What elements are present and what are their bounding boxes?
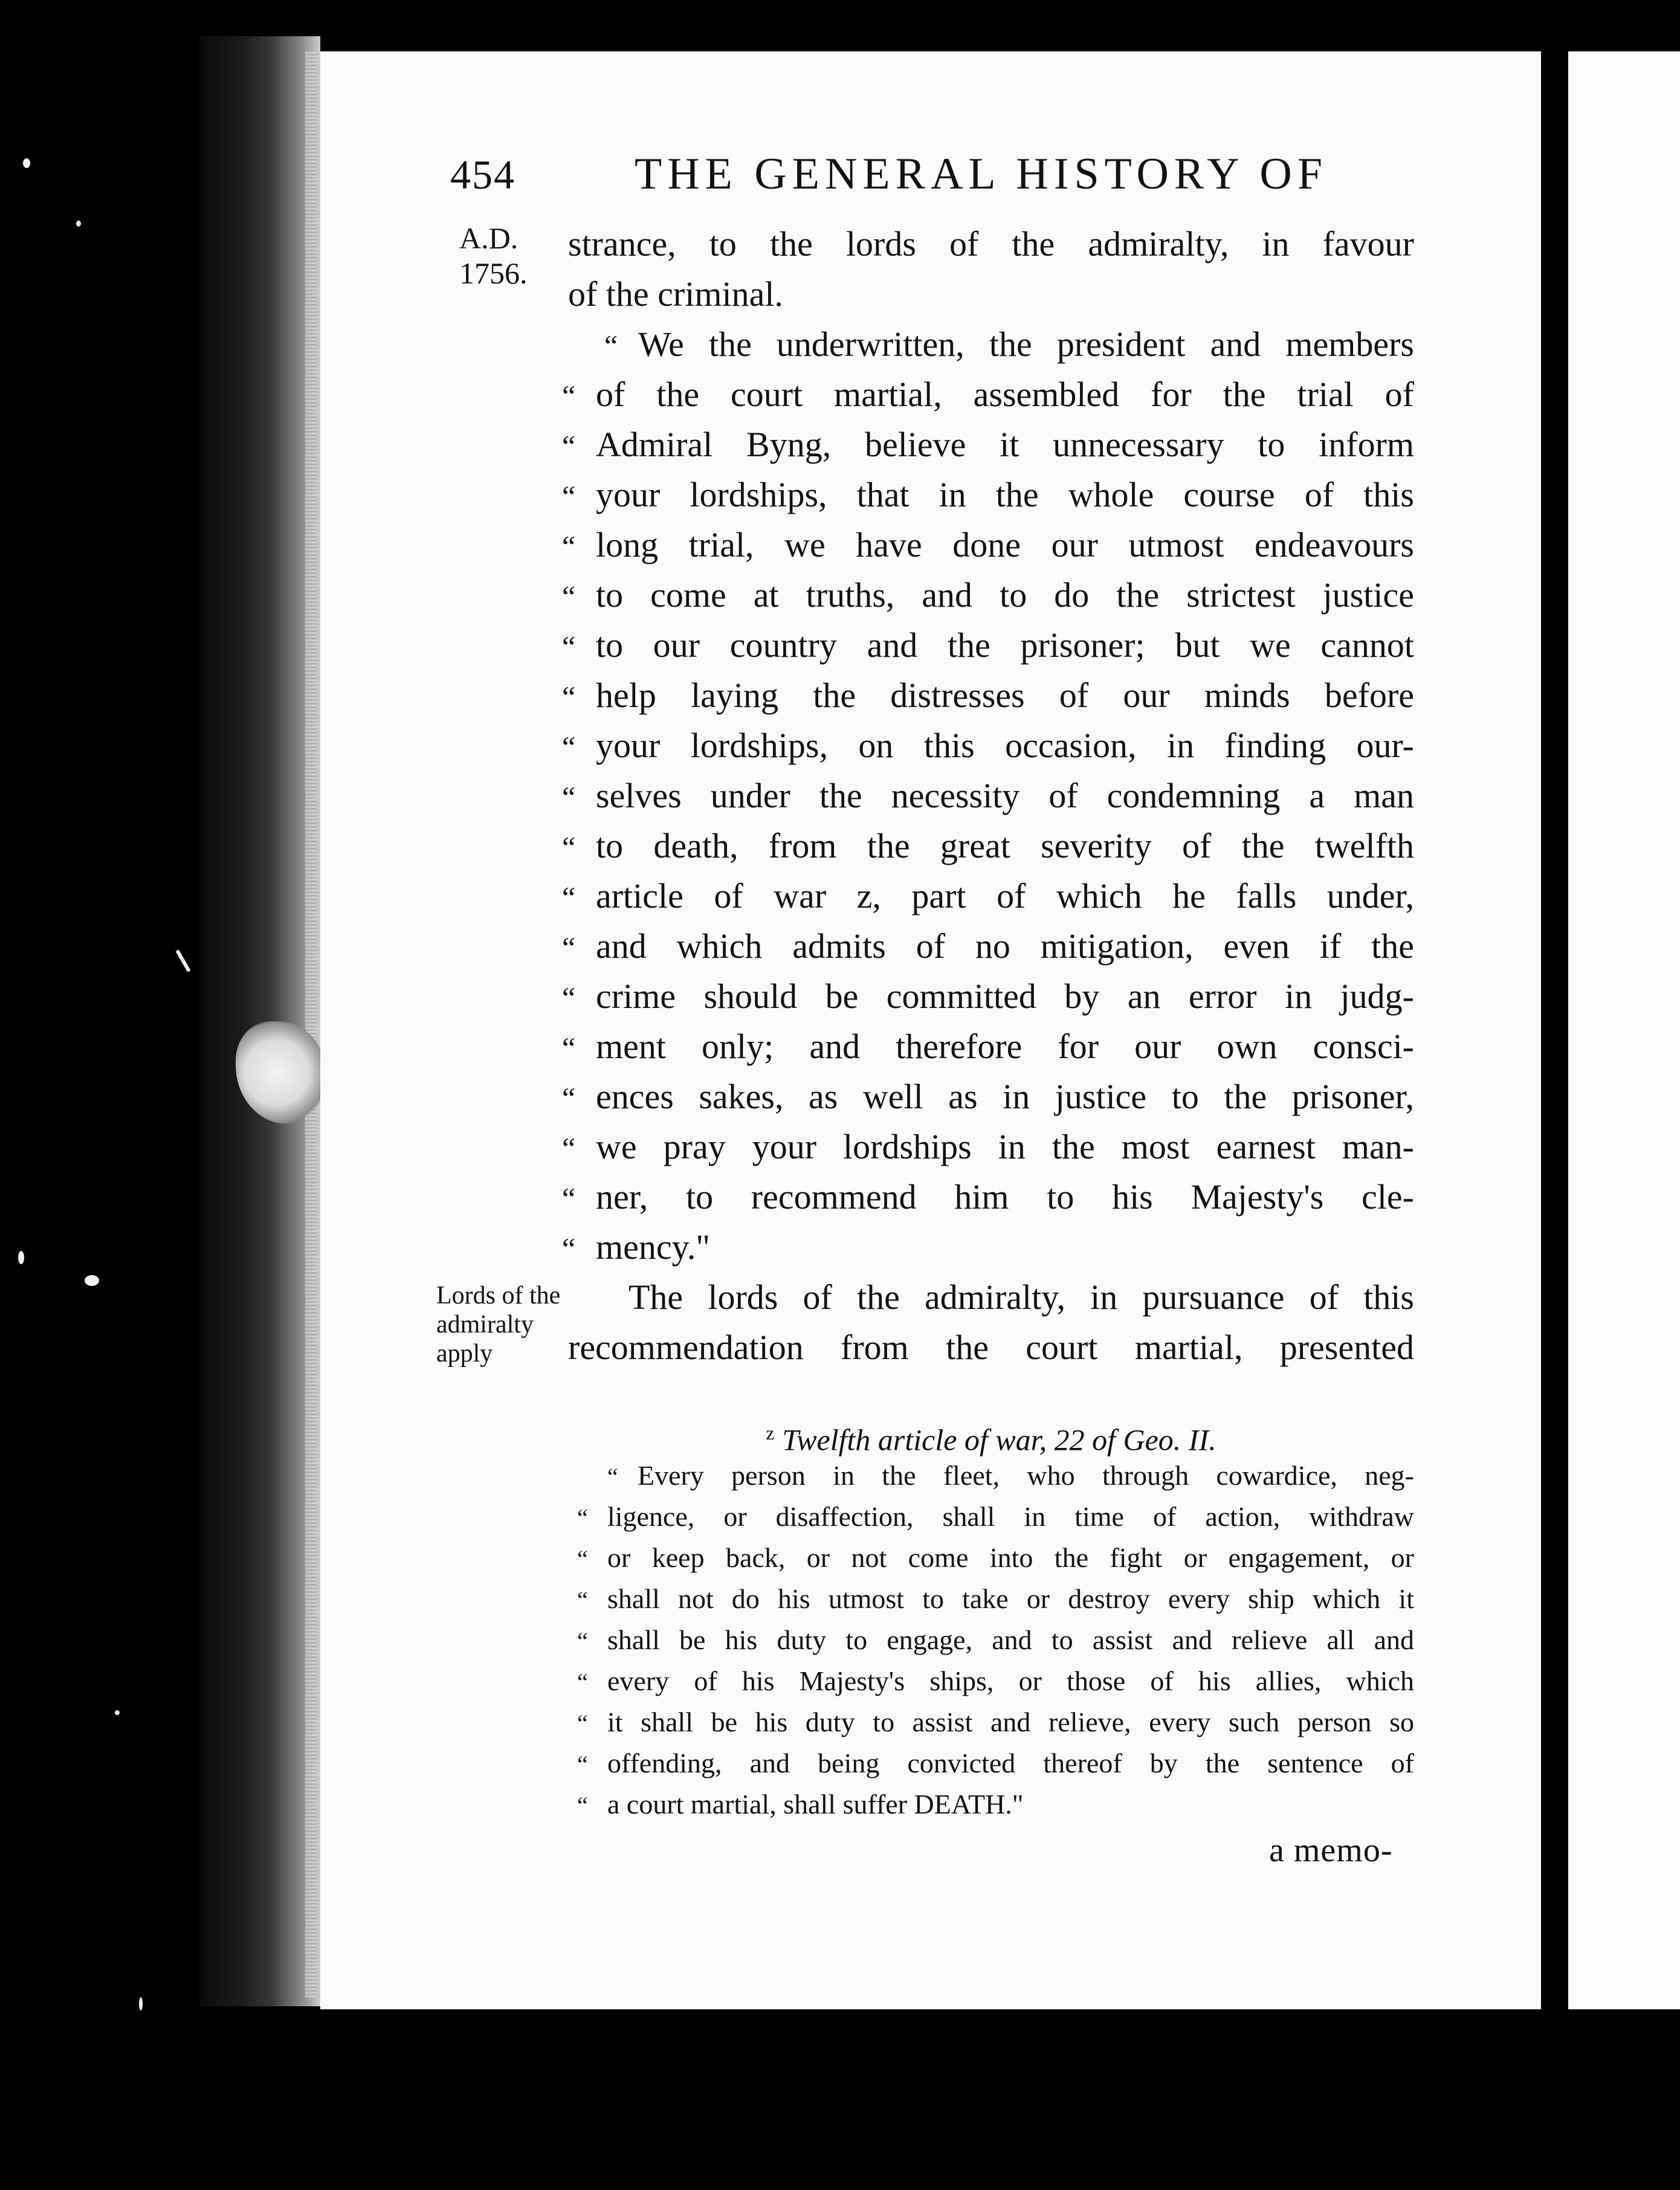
text-line-content: Admiral Byng, believe it unnecessary to inform: [596, 425, 1414, 464]
quote-mark: “: [562, 1232, 576, 1265]
text-line-content: mency.": [596, 1227, 711, 1267]
footnote: [577, 1455, 1414, 1825]
text-line: [562, 1172, 1414, 1222]
quote-mark: “: [577, 1710, 588, 1737]
text-line-content: ner, to recommend him to his Majesty's cle-: [596, 1177, 1414, 1216]
text-line-content: ences sakes, as well as in justice to the prisoner,: [596, 1077, 1414, 1116]
text-line: [562, 620, 1414, 670]
quote-mark: “: [607, 1463, 618, 1490]
catchword: a memo-: [1269, 1832, 1393, 1869]
speck: [18, 1251, 24, 1264]
text-line-content: article of war z, part of which he falls under,: [596, 876, 1414, 916]
text-line: strance, to the lords of the admiralty, in favour: [568, 224, 1414, 263]
footnote-line-content: or keep back, or not come into the fight or engagement, or: [607, 1542, 1414, 1573]
text-line: [562, 570, 1414, 620]
quote-mark: “: [577, 1627, 588, 1655]
quote-mark: “: [562, 931, 576, 964]
text-line: [562, 670, 1414, 720]
text-line: [562, 1222, 1414, 1272]
text-line-content: of the court martial, assembled for the trial of: [596, 375, 1414, 414]
speck: [23, 158, 30, 168]
speck: [85, 1275, 99, 1286]
speck: [175, 949, 190, 972]
text-line-content: selves under the necessity of condemning a man: [596, 776, 1414, 815]
footnote-line: [577, 1743, 1414, 1784]
footnote-line-content: a court martial, shall suffer DEATH.": [607, 1789, 1024, 1820]
quote-mark: “: [562, 780, 576, 814]
text-line: of the criminal.: [568, 274, 783, 314]
text-line: [562, 520, 1414, 570]
footnote-line: [577, 1702, 1414, 1743]
page-edges: [305, 51, 317, 1997]
text-line: [562, 1071, 1414, 1122]
footnote-line-content: Every person in the fleet, who through cowardice, neg-: [638, 1460, 1414, 1491]
footnote-line: [577, 1496, 1414, 1537]
footnote-line-content: shall be his duty to engage, and to assist and relieve all and: [607, 1624, 1414, 1655]
quote-mark: “: [562, 1031, 576, 1065]
quote-mark: “: [577, 1751, 588, 1778]
quote-mark: “: [562, 981, 576, 1015]
text-line: The lords of the admiralty, in pursuance of this: [628, 1278, 1414, 1317]
footnote-line: [577, 1537, 1414, 1578]
speck: [139, 1997, 143, 2011]
quote-mark: “: [562, 680, 576, 714]
text-line: recommendation from the court martial, presented: [568, 1328, 1414, 1367]
speck: [115, 1710, 120, 1715]
footnote-line-content: every of his Majesty's ships, or those of his allies, which: [607, 1665, 1414, 1696]
quote-mark: “: [562, 429, 576, 463]
text-line-content: help laying the distresses of our minds before: [596, 676, 1414, 715]
quote-mark: “: [562, 479, 576, 513]
page-number: 454: [450, 152, 515, 198]
text-line: [562, 871, 1414, 921]
quote-mark: “: [562, 1081, 576, 1115]
quote-mark: “: [562, 529, 576, 563]
footnote-marker: z: [766, 1422, 775, 1444]
quote-mark: “: [562, 880, 576, 914]
text-line-content: your lordships, on this occasion, in finding our-: [596, 726, 1414, 765]
text-line: [562, 921, 1414, 971]
text-line: [562, 971, 1414, 1021]
speck: [76, 221, 81, 227]
quote-mark: “: [562, 630, 576, 664]
text-line-content: to come at truths, and to do the strictest justice: [596, 575, 1414, 615]
main-text: [562, 219, 1414, 1372]
text-line: [562, 770, 1414, 821]
text-line: [562, 419, 1414, 470]
quote-mark: “: [577, 1792, 588, 1819]
quote-mark: “: [562, 379, 576, 413]
text-line: [562, 1122, 1414, 1172]
footnote-heading: [568, 1412, 1414, 1461]
quote-mark: “: [577, 1668, 588, 1696]
footnote-title: Twelfth article of war, 22 of Geo. II.: [782, 1423, 1216, 1457]
book-spine: [199, 36, 320, 2006]
footnote-line: [577, 1578, 1414, 1620]
next-page-edge: [1568, 51, 1680, 2009]
quote-mark: “: [562, 580, 576, 613]
text-line: [562, 720, 1414, 770]
footnote-line: [577, 1661, 1414, 1702]
text-line-content: we pray your lordships in the most earnest man-: [596, 1127, 1414, 1166]
text-line: [562, 470, 1414, 520]
footnote-line: [577, 1784, 1414, 1825]
text-line-content: crime should be committed by an error in judg-: [596, 977, 1414, 1016]
quote-mark: “: [604, 329, 618, 363]
footnote-line-content: ligence, or disaffection, shall in time of action, withdraw: [607, 1501, 1414, 1532]
text-line-content: long trial, we have done our utmost endeavours: [596, 525, 1414, 564]
text-line-content: your lordships, that in the whole course of this: [596, 475, 1414, 514]
footnote-line: [583, 1455, 1414, 1496]
quote-mark: “: [577, 1545, 588, 1572]
text-line-content: ment only; and therefore for our own consci-: [596, 1027, 1414, 1066]
text-line: [562, 1021, 1414, 1071]
margin-note: Lords of the admiralty apply: [436, 1282, 561, 1368]
quote-mark: “: [577, 1586, 588, 1613]
quote-mark: “: [562, 830, 576, 864]
text-line-content: to our country and the prisoner; but we cannot: [596, 625, 1414, 665]
page-title: THE GENERAL HISTORY OF: [635, 149, 1328, 199]
text-line-content: to death, from the great severity of the twelfth: [596, 826, 1414, 865]
text-line: [562, 821, 1414, 871]
quote-mark: “: [562, 1181, 576, 1215]
quote-mark: “: [577, 1504, 588, 1531]
margin-date: A.D. 1756.: [459, 221, 528, 290]
text-line: [562, 369, 1414, 419]
footnote-line: [577, 1620, 1414, 1661]
text-line: [568, 319, 1414, 369]
quote-mark: “: [562, 1131, 576, 1165]
quote-mark: “: [562, 730, 576, 764]
text-line-content: and which admits of no mitigation, even if the: [596, 926, 1414, 966]
footnote-line-content: offending, and being convicted thereof by the sentence of: [607, 1748, 1414, 1778]
text-line-content: We the underwritten, the president and members: [638, 325, 1414, 364]
footnote-line-content: shall not do his utmost to take or destroy every ship which it: [607, 1583, 1414, 1614]
running-head: [450, 151, 1333, 205]
footnote-line-content: it shall be his duty to assist and relieve, every such person so: [607, 1707, 1414, 1737]
